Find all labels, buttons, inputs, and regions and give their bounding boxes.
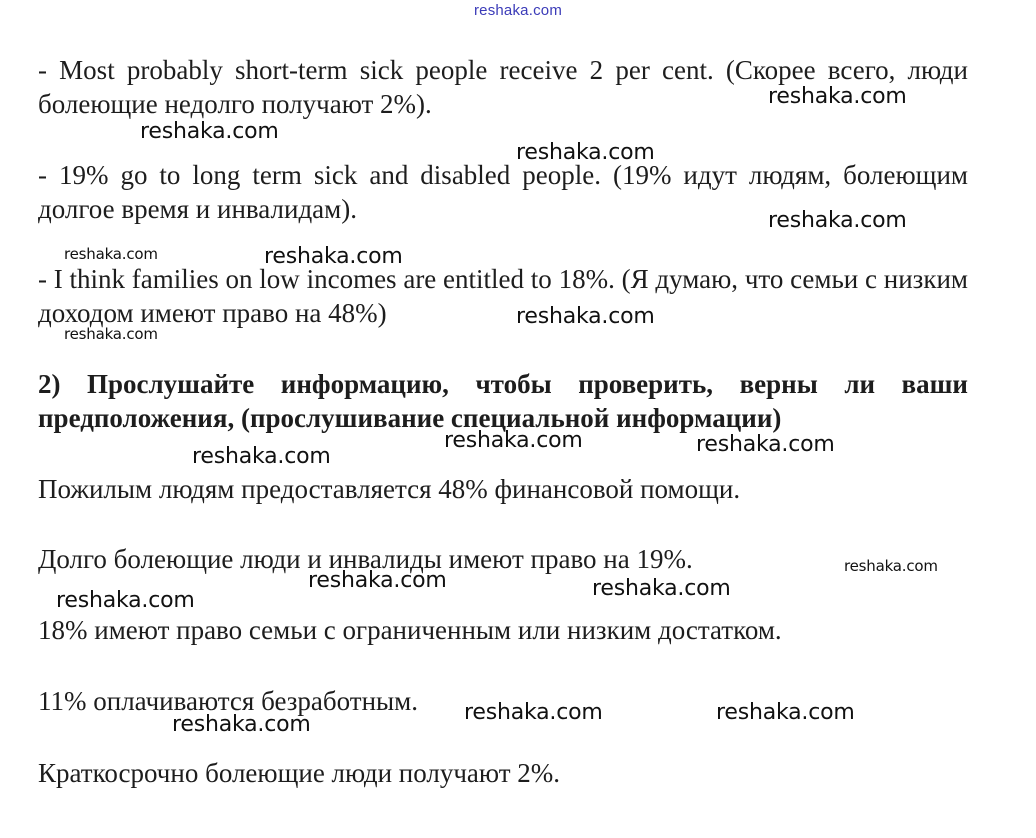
watermark: reshaka.com bbox=[140, 119, 279, 144]
site-header-link[interactable]: reshaka.com bbox=[473, 2, 563, 19]
watermark: reshaka.com bbox=[192, 444, 331, 469]
watermark: reshaka.com bbox=[64, 325, 158, 343]
watermark: reshaka.com bbox=[464, 700, 603, 725]
watermark: reshaka.com bbox=[768, 84, 907, 109]
watermark: reshaka.com bbox=[264, 244, 403, 269]
watermark: reshaka.com bbox=[172, 712, 311, 737]
watermark: reshaka.com bbox=[444, 428, 583, 453]
watermark: reshaka.com bbox=[64, 245, 158, 263]
watermark: reshaka.com bbox=[308, 568, 447, 593]
watermark: reshaka.com bbox=[768, 208, 907, 233]
watermark: reshaka.com bbox=[592, 576, 731, 601]
paragraph-long-term-sick: - 19% go to long term sick and disabled people. (19% идут людям, болеющим долгое время и инвалидам). bbox=[38, 160, 968, 224]
watermark: reshaka.com bbox=[844, 557, 938, 575]
watermark: reshaka.com bbox=[716, 700, 855, 725]
section-heading: 2) Прослушайте информацию, чтобы проверить, верны ли ваши предположения, (прослушивание специальной информации) bbox=[38, 369, 968, 433]
watermark: reshaka.com bbox=[696, 432, 835, 457]
paragraph-low-incomes: - I think families on low incomes are entitled to 18%. (Я думаю, что семьи с низким доходом имеют право на 48%) bbox=[38, 264, 968, 328]
answer-short-term-sick: Краткосрочно болеющие люди получают 2%. bbox=[38, 758, 561, 788]
answer-long-term-sick: Долго болеющие люди и инвалиды имеют право на 19%. bbox=[38, 544, 693, 574]
watermark: reshaka.com bbox=[516, 304, 655, 329]
paragraph-short-term-sick: - Most probably short-term sick people receive 2 per cent. (Скорее всего, люди болеющие недолго получают 2%). bbox=[38, 55, 968, 119]
watermark: reshaka.com bbox=[56, 588, 195, 613]
answer-low-income-families: 18% имеют право семьи с ограниченным или низким достатком. bbox=[38, 615, 782, 645]
answer-unemployed: 11% оплачиваются безработным. bbox=[38, 686, 419, 716]
watermark: reshaka.com bbox=[516, 140, 655, 165]
answer-elderly: Пожилым людям предоставляется 48% финансовой помощи. bbox=[38, 474, 741, 504]
